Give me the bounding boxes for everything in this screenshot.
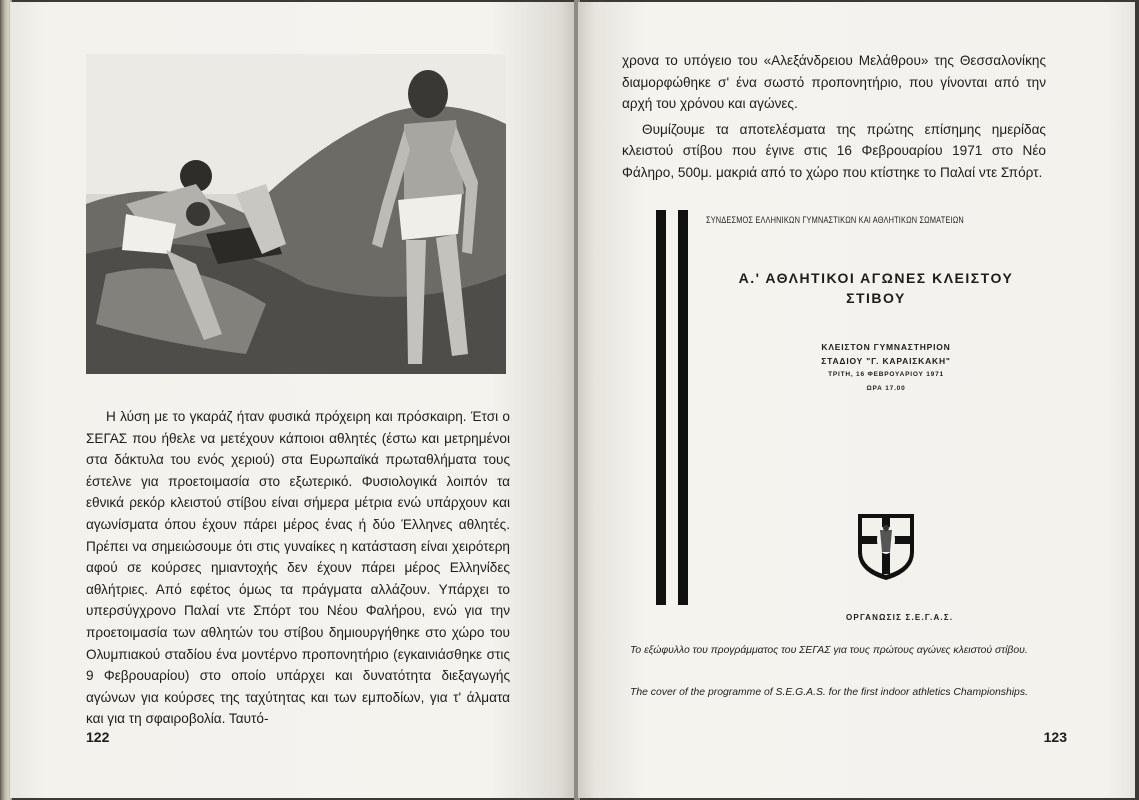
page-number-right: 123 [1043, 729, 1067, 745]
right-paragraph-2: Θυμίζουμε τα αποτελέσματα της πρώτης επίσημης ημερίδας κλειστού στίβου που έγινε στις 16 Φεβρουαρίου 1971 στο Νέο Φάληρο, 500μ. μακριά από το χώρο που κτίστηκε το Παλαί ντε Σπόρτ. [622, 121, 1046, 180]
cover-venue-line-1: ΚΛΕΙΣΤΟΝ ΓΥΜΝΑΣΤΗΡΙΟΝ [821, 342, 951, 352]
caption-greek: Το εξώφυλλο του προγράμματος του ΣΕΓΑΣ για τους πρώτους αγώνες κλειστού στίβου. [630, 645, 1028, 656]
page-number-left: 122 [86, 729, 110, 745]
cover-organizer: ΟΡΓΑΝΩΣΙΣ Σ.Ε.Γ.Α.Σ. [846, 613, 954, 622]
right-page [578, 2, 1135, 798]
cover-title-line-1: Α.' ΑΘΛΗΤΙΚΟΙ ΑΓΩΝΕΣ ΚΛΕΙΣΤΟΥ [738, 270, 1014, 286]
training-photo [86, 54, 506, 374]
cover-venue-line-2: ΣΤΑΔΙΟΥ "Γ. ΚΑΡΑΙΣΚΑΚΗ" [821, 356, 951, 366]
athletes-photo-illustration [86, 54, 506, 374]
cover-organization: ΣΥΝΔΕΣΜΟΣ ΕΛΛΗΝΙΚΩΝ ΓΥΜΝΑΣΤΙΚΩΝ ΚΑΙ ΑΘΛΗΤΙΚΩΝ ΣΩΜΑΤΕΙΩΝ [706, 215, 964, 225]
cover-title [716, 268, 1036, 308]
programme-cover [656, 210, 1036, 640]
left-body-text [86, 406, 510, 730]
caption-english: The cover of the programme of S.E.G.A.S. for the first indoor athletics Championships. [630, 687, 1028, 698]
right-body-text [622, 50, 1046, 184]
cover-time: ΩΡΑ 17.00 [866, 385, 906, 392]
left-body-paragraph: Η λύση με το γκαράζ ήταν φυσικά πρόχειρη και πρόσκαιρη. Έτσι ο ΣΕΓΑΣ που ήθελε να μετέχουν κάποιοι αθλητές (έστω και μετρημένοι στα δάκτυλα του ενός χεριού) στα Ευρωπαϊκά πρωταθλήματα τους έστελνε για προετοιμασία στο εξωτερικό. Φυσιολογικά λοιπόν τα εθνικά ρεκόρ κλειστού στίβου είναι σήμερα μέτρια ενώ υπάρχουν και αγωνίσματα όπου έχουν πάρει μέρος ένας ή δύο Έλληνες αθλητές. Πρέπει να σημειώσουμε ότι στις γυναίκες η κατάσταση είναι χειρότερη αφού σε κούρσες ημιαντοχής δεν έχουν πάρει μέρος Ελληνίδες αθλήτριες. Από εφέτος όμως τα πράγματα αλλάζουν. Υπάρχει το υπερσύγχρονο Παλαί ντε Σπόρτ του Νέου Φαλήρου, ενώ για την προετοιμασία των αθλητών του στίβου δημιουργήθηκε στο χώρο του Ολυμπιακού σταδίου ένα μοντέρνο προπονητήριο (εγκαινιάσθηκε στις 9 Φεβρουαρίου) στο οποίο υπάρχει και δυνατότητα διεξαγωγής αγώνων για κούρσες της ταχύτητας και των εμποδίων, για τ' άλματα και για τη σφαιροβολία. Ταυτό- [86, 409, 510, 727]
right-paragraph-1: χρονα το υπόγειο του «Αλεξάνδρειου Μελάθρου» της Θεσσαλονίκης διαμορφώθηκε σ' ένα σωστό προπονητήριο, που γίνονται από την αρχή του χρόνου και αγώνες. [622, 53, 1046, 112]
segas-emblem-icon [856, 512, 916, 587]
cover-stripe-left [656, 210, 666, 605]
cover-stripe-right [678, 210, 688, 605]
cover-date: ΤΡΙΤΗ, 16 ΦΕΒΡΟΥΑΡΙΟΥ 1971 [828, 371, 944, 378]
left-page [10, 2, 576, 798]
cover-venue [786, 340, 986, 396]
cover-title-line-2: ΣΤΙΒΟΥ [846, 290, 906, 306]
